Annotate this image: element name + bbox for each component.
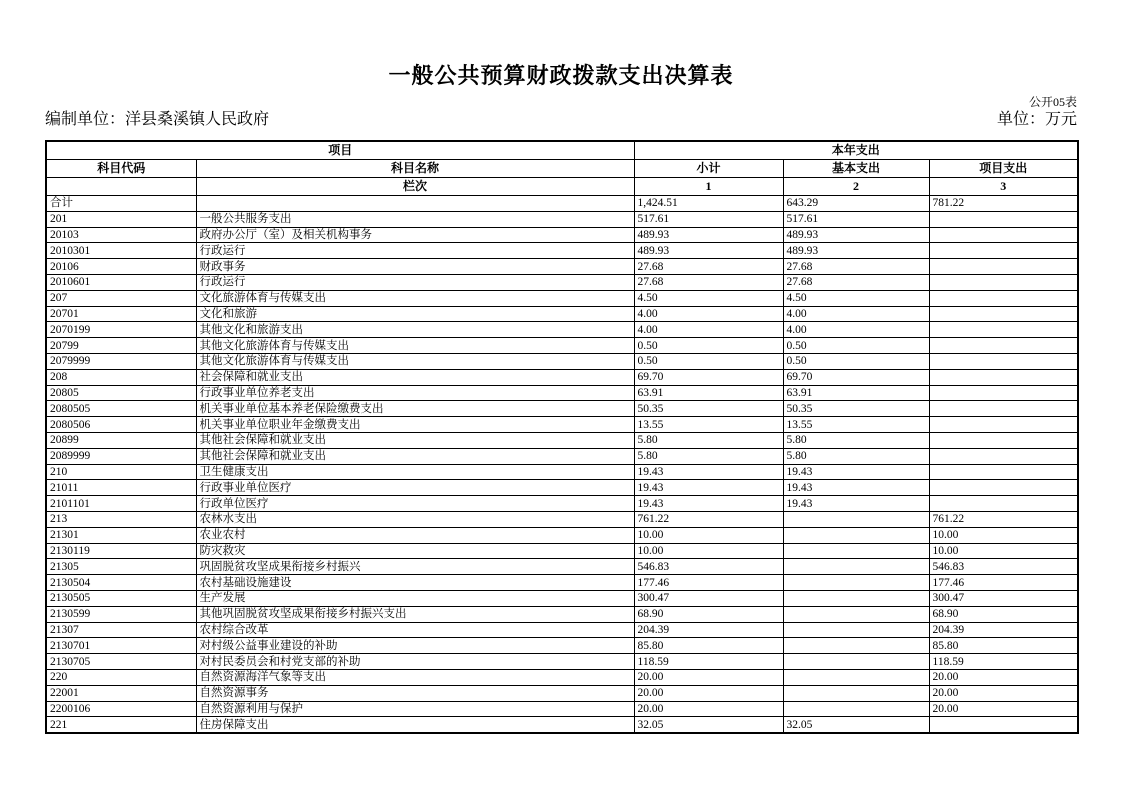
cell-subtotal: 118.59 [634,654,783,670]
cell-project-expenditure: 781.22 [929,196,1078,212]
cell-project-expenditure: 20.00 [929,669,1078,685]
table-row [46,543,1078,559]
cell-subtotal: 10.00 [634,543,783,559]
cell-subject-name: 文化和旅游 [196,306,634,322]
cell-subject-name: 其他社会保障和就业支出 [196,433,634,449]
cell-subject-name: 行政单位医疗 [196,496,634,512]
cell-basic-expenditure: 643.29 [783,196,929,212]
cell-basic-expenditure: 19.43 [783,496,929,512]
cell-subject-name: 其他文化旅游体育与传媒支出 [196,338,634,354]
cell-subtotal: 1,424.51 [634,196,783,212]
table-row [46,433,1078,449]
table-row [46,306,1078,322]
cell-subject-code: 2200106 [46,701,196,717]
cell-project-expenditure [929,306,1078,322]
cell-subject-code: 20805 [46,385,196,401]
cell-project-expenditure: 204.39 [929,622,1078,638]
table-row [46,717,1078,733]
table-row [46,385,1078,401]
table-row [46,496,1078,512]
table-row [46,559,1078,575]
table-header [46,141,1078,196]
cell-project-expenditure [929,354,1078,370]
cell-basic-expenditure: 4.00 [783,322,929,338]
cell-subject-code: 2130504 [46,575,196,591]
cell-basic-expenditure: 69.70 [783,369,929,385]
table-row [46,606,1078,622]
cell-subject-name: 农村综合改革 [196,622,634,638]
cell-basic-expenditure: 517.61 [783,211,929,227]
header-subject-name: 科目名称 [196,160,634,178]
cell-subtotal: 10.00 [634,527,783,543]
cell-basic-expenditure [783,512,929,528]
cell-basic-expenditure [783,669,929,685]
cell-subtotal: 13.55 [634,417,783,433]
table-row [46,622,1078,638]
cell-subject-name: 行政运行 [196,243,634,259]
cell-project-expenditure: 20.00 [929,685,1078,701]
cell-subtotal: 63.91 [634,385,783,401]
table-row [46,701,1078,717]
cell-subject-code: 208 [46,369,196,385]
cell-project-expenditure [929,275,1078,291]
cell-basic-expenditure: 13.55 [783,417,929,433]
cell-subtotal: 20.00 [634,685,783,701]
cell-subject-code: 2130505 [46,591,196,607]
table-row [46,575,1078,591]
cell-subtotal: 50.35 [634,401,783,417]
cell-subtotal: 27.68 [634,275,783,291]
prepared-by-label: 编制单位：洋县桑溪镇人民政府 [45,110,270,128]
cell-project-expenditure [929,496,1078,512]
cell-project-expenditure: 761.22 [929,512,1078,528]
unit-label: 单位：万元 [996,110,1077,128]
cell-subject-name: 农村基础设施建设 [196,575,634,591]
cell-subtotal: 4.50 [634,290,783,306]
cell-project-expenditure [929,717,1078,733]
table-row [46,243,1078,259]
table-row [46,638,1078,654]
header-current-year-group: 本年支出 [634,141,1078,160]
cell-project-expenditure: 20.00 [929,701,1078,717]
cell-subtotal: 517.61 [634,211,783,227]
cell-subject-name: 巩固脱贫攻坚成果衔接乡村振兴 [196,559,634,575]
cell-subject-code: 2130119 [46,543,196,559]
cell-project-expenditure: 118.59 [929,654,1078,670]
cell-subtotal: 5.80 [634,433,783,449]
cell-subject-name: 农林水支出 [196,512,634,528]
header-col-number-2: 2 [783,178,929,196]
cell-subject-code: 21301 [46,527,196,543]
header-row-label: 栏次 [196,178,634,196]
cell-basic-expenditure [783,591,929,607]
cell-subject-name: 政府办公厅（室）及相关机构事务 [196,227,634,243]
cell-subject-code: 2130701 [46,638,196,654]
cell-basic-expenditure [783,543,929,559]
cell-subtotal: 27.68 [634,259,783,275]
cell-subject-name: 其他文化和旅游支出 [196,322,634,338]
cell-subject-code: 221 [46,717,196,733]
table-code-label: 公开05表 [1028,94,1077,109]
table-row [46,290,1078,306]
cell-subtotal: 5.80 [634,448,783,464]
table-row [46,275,1078,291]
cell-subject-code: 2130599 [46,606,196,622]
cell-subtotal: 489.93 [634,243,783,259]
cell-subject-code: 210 [46,464,196,480]
table-row [46,591,1078,607]
cell-subject-name: 一般公共服务支出 [196,211,634,227]
cell-subject-name: 其他社会保障和就业支出 [196,448,634,464]
header-basic-expenditure: 基本支出 [783,160,929,178]
cell-basic-expenditure: 19.43 [783,464,929,480]
cell-basic-expenditure [783,559,929,575]
cell-basic-expenditure: 19.43 [783,480,929,496]
cell-subject-name: 行政事业单位养老支出 [196,385,634,401]
cell-subject-code: 20103 [46,227,196,243]
cell-basic-expenditure [783,622,929,638]
cell-basic-expenditure [783,638,929,654]
cell-subject-code: 2070199 [46,322,196,338]
cell-project-expenditure [929,227,1078,243]
cell-subject-name: 防灾救灾 [196,543,634,559]
cell-subject-code: 20899 [46,433,196,449]
cell-project-expenditure [929,385,1078,401]
header-project-expenditure: 项目支出 [929,160,1078,178]
cell-project-expenditure: 68.90 [929,606,1078,622]
cell-basic-expenditure: 0.50 [783,338,929,354]
table-row [46,338,1078,354]
cell-project-expenditure [929,338,1078,354]
cell-subtotal: 4.00 [634,322,783,338]
table-row [46,669,1078,685]
cell-subject-name: 行政运行 [196,275,634,291]
cell-subtotal: 32.05 [634,717,783,733]
cell-project-expenditure [929,322,1078,338]
cell-subtotal: 19.43 [634,496,783,512]
cell-basic-expenditure: 63.91 [783,385,929,401]
cell-subject-name: 文化旅游体育与传媒支出 [196,290,634,306]
cell-subject-code: 20701 [46,306,196,322]
table-body [46,196,1078,734]
cell-subtotal: 546.83 [634,559,783,575]
cell-subject-name: 财政事务 [196,259,634,275]
table-row [46,196,1078,212]
table-row [46,527,1078,543]
cell-basic-expenditure [783,527,929,543]
cell-project-expenditure: 10.00 [929,543,1078,559]
cell-subject-code: 2010301 [46,243,196,259]
table-row [46,259,1078,275]
cell-subject-name: 农业农村 [196,527,634,543]
header-item-group: 项目 [46,141,634,160]
cell-basic-expenditure [783,575,929,591]
cell-subject-name: 卫生健康支出 [196,464,634,480]
cell-subject-code: 合计 [46,196,196,212]
cell-subject-code: 201 [46,211,196,227]
cell-subject-name [196,196,634,212]
cell-basic-expenditure: 489.93 [783,243,929,259]
cell-basic-expenditure: 50.35 [783,401,929,417]
cell-subtotal: 300.47 [634,591,783,607]
cell-subject-code: 22001 [46,685,196,701]
cell-project-expenditure [929,290,1078,306]
cell-subject-code: 207 [46,290,196,306]
cell-subtotal: 19.43 [634,480,783,496]
cell-subject-name: 社会保障和就业支出 [196,369,634,385]
cell-project-expenditure: 546.83 [929,559,1078,575]
cell-subject-code: 21305 [46,559,196,575]
cell-basic-expenditure [783,606,929,622]
cell-subject-name: 对村级公益事业建设的补助 [196,638,634,654]
cell-project-expenditure [929,464,1078,480]
cell-project-expenditure: 177.46 [929,575,1078,591]
table-row [46,322,1078,338]
cell-basic-expenditure: 5.80 [783,448,929,464]
table-row [46,654,1078,670]
cell-subject-code: 21011 [46,480,196,496]
cell-subject-name: 对村民委员会和村党支部的补助 [196,654,634,670]
table-row [46,369,1078,385]
cell-subject-code: 2080506 [46,417,196,433]
cell-subject-name: 自然资源利用与保护 [196,701,634,717]
header-col-number-1: 1 [634,178,783,196]
cell-basic-expenditure [783,654,929,670]
header-subtotal: 小计 [634,160,783,178]
cell-basic-expenditure: 27.68 [783,275,929,291]
cell-subject-name: 行政事业单位医疗 [196,480,634,496]
cell-subject-code: 2080505 [46,401,196,417]
cell-subject-code: 2130705 [46,654,196,670]
cell-basic-expenditure: 32.05 [783,717,929,733]
cell-basic-expenditure: 489.93 [783,227,929,243]
cell-subtotal: 0.50 [634,338,783,354]
cell-project-expenditure [929,433,1078,449]
cell-subject-name: 生产发展 [196,591,634,607]
page-title: 一般公共预算财政拨款支出决算表 [388,63,734,88]
table-row [46,448,1078,464]
header-blank-cell [46,178,196,196]
cell-subtotal: 761.22 [634,512,783,528]
cell-project-expenditure: 10.00 [929,527,1078,543]
table-row [46,354,1078,370]
cell-subtotal: 20.00 [634,669,783,685]
cell-subject-code: 21307 [46,622,196,638]
cell-project-expenditure [929,480,1078,496]
cell-project-expenditure [929,211,1078,227]
cell-basic-expenditure: 5.80 [783,433,929,449]
cell-subtotal: 85.80 [634,638,783,654]
cell-subject-code: 20106 [46,259,196,275]
cell-subtotal: 4.00 [634,306,783,322]
cell-subject-code: 213 [46,512,196,528]
cell-project-expenditure [929,401,1078,417]
table-row [46,211,1078,227]
cell-subject-name: 其他文化旅游体育与传媒支出 [196,354,634,370]
cell-subject-code: 2079999 [46,354,196,370]
header-col-number-3: 3 [929,178,1078,196]
header-index-row [46,178,1078,196]
cell-basic-expenditure: 4.00 [783,306,929,322]
cell-subject-code: 2101101 [46,496,196,512]
cell-project-expenditure: 85.80 [929,638,1078,654]
table-row [46,417,1078,433]
budget-table [45,140,1079,734]
cell-project-expenditure [929,369,1078,385]
header-subject-code: 科目代码 [46,160,196,178]
table-row [46,685,1078,701]
table-row [46,512,1078,528]
cell-subtotal: 19.43 [634,464,783,480]
cell-subject-name: 机关事业单位基本养老保险缴费支出 [196,401,634,417]
cell-subject-code: 2010601 [46,275,196,291]
header-group-row [46,141,1078,160]
cell-subtotal: 68.90 [634,606,783,622]
cell-subject-code: 20799 [46,338,196,354]
cell-subject-name: 住房保障支出 [196,717,634,733]
table-row [46,401,1078,417]
cell-subtotal: 20.00 [634,701,783,717]
cell-subtotal: 0.50 [634,354,783,370]
meta-row [45,110,1077,129]
cell-subject-code: 220 [46,669,196,685]
cell-basic-expenditure: 4.50 [783,290,929,306]
cell-subtotal: 204.39 [634,622,783,638]
cell-basic-expenditure: 27.68 [783,259,929,275]
cell-subject-name: 机关事业单位职业年金缴费支出 [196,417,634,433]
table-row [46,480,1078,496]
cell-project-expenditure [929,243,1078,259]
cell-project-expenditure: 300.47 [929,591,1078,607]
cell-project-expenditure [929,448,1078,464]
cell-subtotal: 489.93 [634,227,783,243]
table-row [46,464,1078,480]
cell-project-expenditure [929,259,1078,275]
cell-basic-expenditure [783,701,929,717]
cell-subject-name: 其他巩固脱贫攻坚成果衔接乡村振兴支出 [196,606,634,622]
header-columns-row [46,160,1078,178]
cell-subject-name: 自然资源事务 [196,685,634,701]
cell-basic-expenditure [783,685,929,701]
cell-subject-code: 2089999 [46,448,196,464]
table-row [46,227,1078,243]
cell-subject-name: 自然资源海洋气象等支出 [196,669,634,685]
cell-subtotal: 177.46 [634,575,783,591]
cell-project-expenditure [929,417,1078,433]
cell-basic-expenditure: 0.50 [783,354,929,370]
cell-subtotal: 69.70 [634,369,783,385]
